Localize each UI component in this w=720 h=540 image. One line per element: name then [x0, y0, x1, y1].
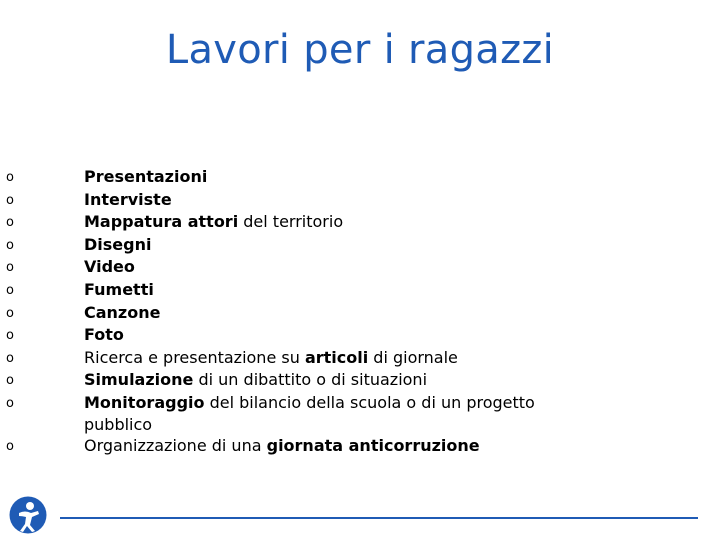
text-run: del territorio [238, 212, 344, 232]
list-item [6, 211, 596, 234]
list-item [6, 347, 596, 370]
list-item [6, 302, 596, 325]
list-item [6, 256, 596, 279]
bold-run: Canzone [84, 302, 161, 322]
list-item [6, 369, 596, 392]
list-item-text [84, 279, 596, 301]
list-item-text [84, 347, 596, 369]
bullet-list [6, 166, 596, 458]
bullet-marker: o [6, 282, 14, 298]
text-run: di un dibattito o di situazioni [193, 370, 428, 390]
text-run: Organizzazione di una [84, 436, 267, 456]
bullet-marker: o [6, 395, 14, 411]
list-item-text [84, 435, 596, 457]
bold-run: Fumetti [84, 279, 154, 299]
bold-run: giornata anticorruzione [266, 436, 480, 456]
bold-run: Video [84, 257, 135, 277]
list-item-text [84, 211, 596, 233]
bullet-marker: o [6, 237, 14, 253]
bullet-marker: o [6, 328, 14, 344]
list-item [6, 166, 596, 189]
list-item [6, 234, 596, 257]
slide-title: Lavori per i ragazzi [165, 27, 555, 73]
bullet-marker: o [6, 192, 14, 208]
bold-run: Foto [84, 325, 124, 345]
list-item-text [84, 302, 596, 324]
list-item-text [84, 234, 596, 256]
list-item [6, 279, 596, 302]
bullet-marker: o [6, 170, 14, 185]
bold-run: Simulazione [84, 370, 194, 390]
bullet-marker: o [6, 215, 14, 231]
bullet-marker: o [6, 350, 14, 366]
text-run: del bilancio della scuola o di un progetto pubblico [84, 392, 535, 434]
footer-rule [60, 517, 698, 519]
bold-run: Interviste [84, 189, 172, 209]
list-item [6, 324, 596, 347]
text-run: di giornale [368, 347, 458, 367]
bullet-marker: o [6, 260, 14, 276]
bullet-marker: o [6, 373, 14, 389]
list-item [6, 435, 596, 458]
logo-icon [8, 494, 48, 536]
list-item-text [84, 166, 596, 188]
bullet-marker: o [6, 305, 14, 321]
list-item-text [84, 392, 596, 435]
bullet-marker: o [6, 439, 14, 455]
bold-run: Monitoraggio [84, 392, 205, 412]
list-item-text [84, 324, 596, 346]
list-item-text [84, 369, 596, 391]
bold-run: Presentazioni [84, 167, 208, 186]
list-item [6, 392, 596, 435]
text-run: Ricerca e presentazione su [84, 347, 305, 367]
bold-run: articoli [304, 347, 369, 367]
list-item [6, 189, 596, 212]
bold-run: Disegni [84, 234, 152, 254]
list-item-text [84, 189, 596, 211]
bold-run: Mappatura attori [84, 212, 239, 232]
list-item-text [84, 256, 596, 278]
